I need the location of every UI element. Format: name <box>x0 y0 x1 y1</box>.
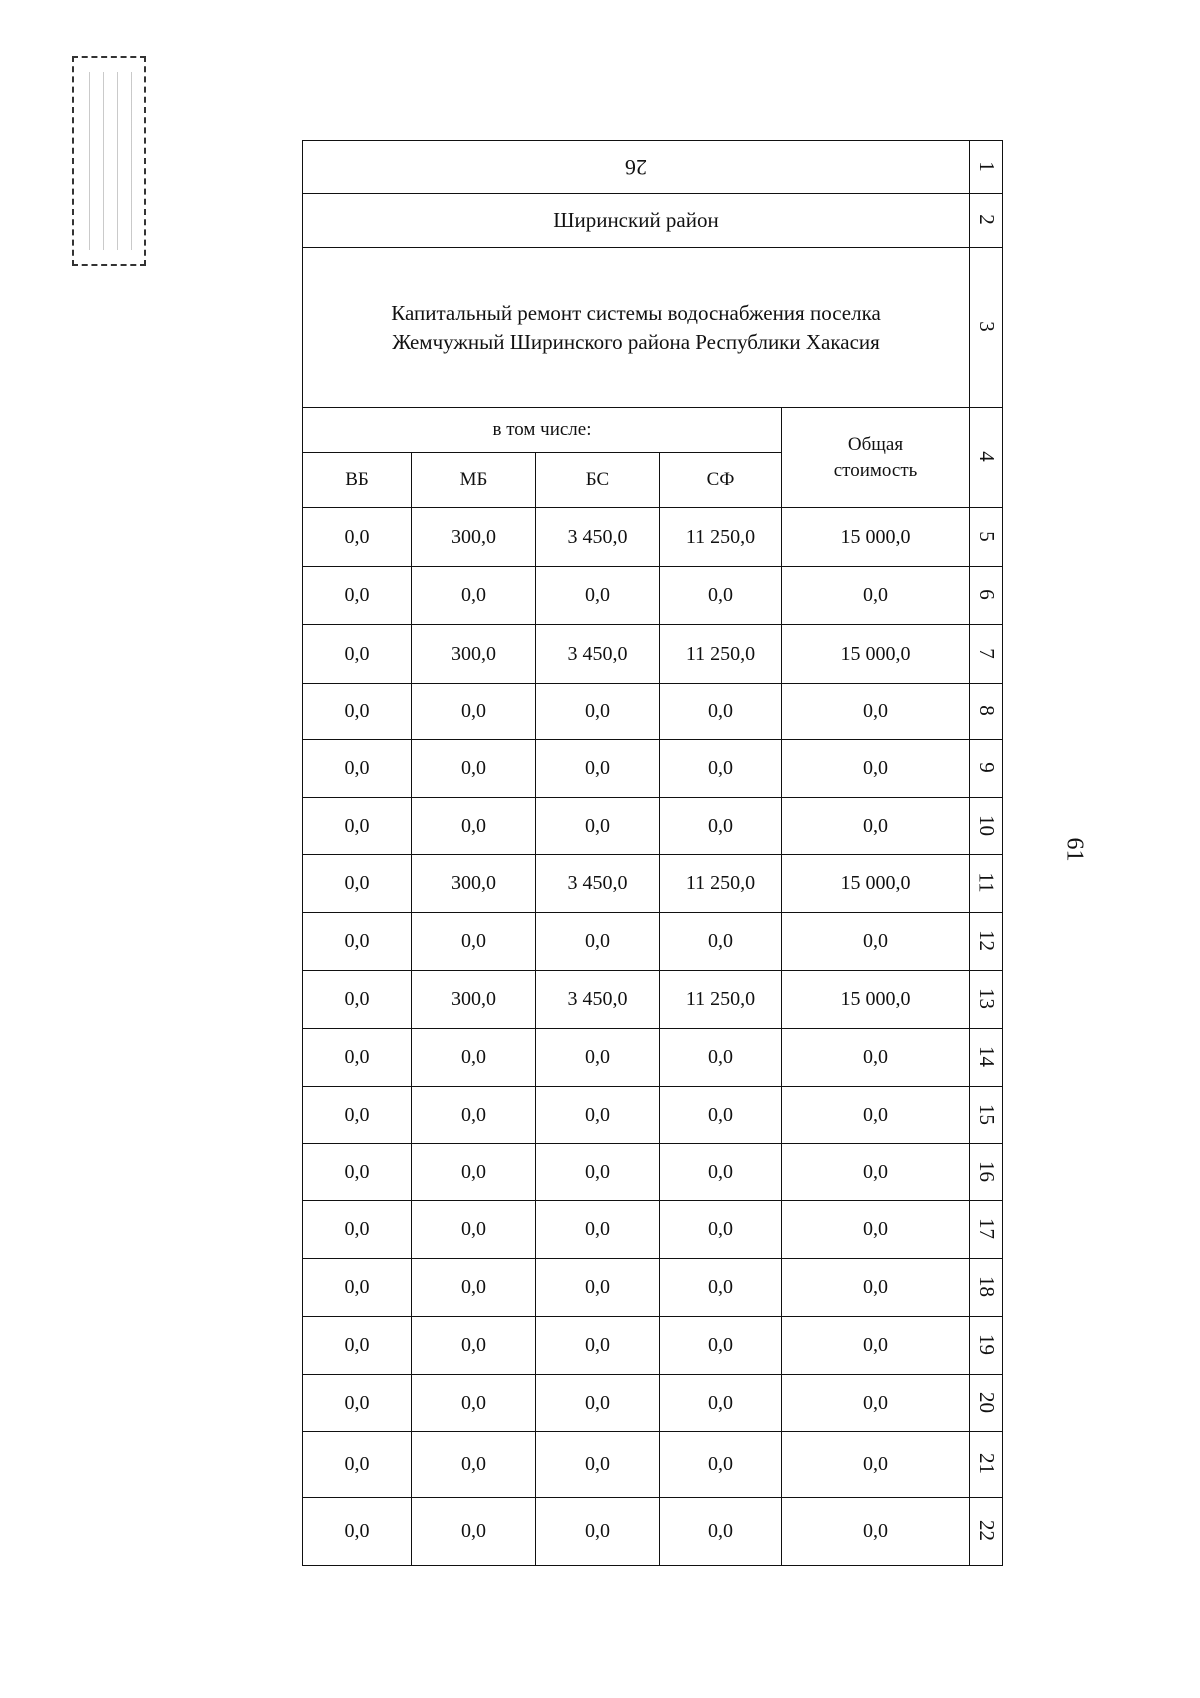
cell-vb: 0,0 <box>303 625 412 684</box>
cell-sf: 11 250,0 <box>660 625 782 684</box>
row-number: 3 <box>974 321 999 332</box>
cell-bs: 0,0 <box>536 798 660 855</box>
cell-sf: 0,0 <box>660 1144 782 1201</box>
cell-vb: 0,0 <box>303 740 412 798</box>
cell-vb: 0,0 <box>303 1201 412 1259</box>
cell-mb: 300,0 <box>412 971 536 1029</box>
object-number: 26 <box>625 155 648 180</box>
row-number: 10 <box>974 814 999 836</box>
row-4a <box>303 408 1003 453</box>
cell-bs: 0,0 <box>536 684 660 740</box>
cell-total: 0,0 <box>782 1317 970 1375</box>
cell-sf: 11 250,0 <box>660 971 782 1029</box>
cell-vb: 0,0 <box>303 684 412 740</box>
cell-total: 0,0 <box>782 913 970 971</box>
cell-mb: 0,0 <box>412 1029 536 1087</box>
cell-bs: 0,0 <box>536 740 660 798</box>
row-number: 17 <box>974 1218 999 1239</box>
cell-mb: 0,0 <box>412 1144 536 1201</box>
cell-sf: 0,0 <box>660 1432 782 1498</box>
cell-total: 0,0 <box>782 1029 970 1087</box>
row-number: 18 <box>974 1276 999 1297</box>
table-row <box>303 1029 1003 1087</box>
cell-sf: 0,0 <box>660 1259 782 1317</box>
cell-total: 15 000,0 <box>782 625 970 684</box>
table-row <box>303 971 1003 1029</box>
row-number: 13 <box>974 988 999 1009</box>
table-row <box>303 913 1003 971</box>
cell-vb: 0,0 <box>303 855 412 913</box>
cell-sf: 0,0 <box>660 1375 782 1432</box>
cell-mb: 0,0 <box>412 740 536 798</box>
row-number: 14 <box>974 1046 999 1067</box>
cell-vb: 0,0 <box>303 798 412 855</box>
cell-total: 0,0 <box>782 798 970 855</box>
cell-bs: 3 450,0 <box>536 625 660 684</box>
table-row <box>303 567 1003 625</box>
total-cost-label: Общая стоимость <box>833 433 918 481</box>
cell-total: 15 000,0 <box>782 971 970 1029</box>
cell-total: 15 000,0 <box>782 508 970 567</box>
cell-sf: 0,0 <box>660 1317 782 1375</box>
table-row <box>303 855 1003 913</box>
cell-sf: 0,0 <box>660 798 782 855</box>
cell-mb: 0,0 <box>412 1259 536 1317</box>
cell-vb: 0,0 <box>303 1432 412 1498</box>
including-header: в том числе: <box>303 408 782 453</box>
cell-bs: 0,0 <box>536 1029 660 1087</box>
cell-total: 0,0 <box>782 684 970 740</box>
cell-mb: 0,0 <box>412 1201 536 1259</box>
cell-total: 15 000,0 <box>782 855 970 913</box>
project-title-line-2: Жемчужный Ширинского района Республики Хакасия <box>392 329 880 354</box>
cell-total: 0,0 <box>782 567 970 625</box>
row-number: 16 <box>974 1160 999 1182</box>
cell-vb: 0,0 <box>303 971 412 1029</box>
cell-total: 0,0 <box>782 740 970 798</box>
table-row <box>303 1259 1003 1317</box>
project-title <box>303 248 970 408</box>
cell-total: 0,0 <box>782 1201 970 1259</box>
cell-sf: 0,0 <box>660 1498 782 1566</box>
cell-mb: 0,0 <box>412 684 536 740</box>
cell-sf: 0,0 <box>660 740 782 798</box>
cell-sf: 0,0 <box>660 1029 782 1087</box>
cell-mb: 300,0 <box>412 855 536 913</box>
row-number: 6 <box>974 589 999 600</box>
table-row <box>303 1144 1003 1201</box>
cell-bs: 0,0 <box>536 1087 660 1144</box>
district-name: Ширинский район <box>303 194 970 248</box>
cell-bs: 0,0 <box>536 1375 660 1432</box>
cell-bs: 3 450,0 <box>536 508 660 567</box>
row-number: 19 <box>974 1334 999 1355</box>
row-number: 22 <box>974 1520 999 1541</box>
table-row <box>303 740 1003 798</box>
row-number: 4 <box>974 451 999 462</box>
cell-vb: 0,0 <box>303 1144 412 1201</box>
cell-sf: 11 250,0 <box>660 855 782 913</box>
table-row <box>303 798 1003 855</box>
cell-sf: 0,0 <box>660 567 782 625</box>
cell-bs: 0,0 <box>536 567 660 625</box>
cell-vb: 0,0 <box>303 1087 412 1144</box>
cell-vb: 0,0 <box>303 1375 412 1432</box>
table-row <box>303 684 1003 740</box>
table-row <box>303 508 1003 567</box>
row-number: 1 <box>974 160 999 172</box>
cell-bs: 3 450,0 <box>536 855 660 913</box>
table-row <box>303 1317 1003 1375</box>
cell-mb: 0,0 <box>412 1317 536 1375</box>
cell-mb: 0,0 <box>412 798 536 855</box>
row-number: 15 <box>974 1103 999 1125</box>
row-number: 8 <box>974 705 999 716</box>
cell-total: 0,0 <box>782 1498 970 1566</box>
cell-bs: 0,0 <box>536 1432 660 1498</box>
cell-vb: 0,0 <box>303 1029 412 1087</box>
row-number: 2 <box>974 214 999 225</box>
table-row <box>303 625 1003 684</box>
project-title-line-1: Капитальный ремонт системы водоснабжения поселка <box>391 301 881 326</box>
cell-mb: 0,0 <box>412 1432 536 1498</box>
row-number: 20 <box>974 1391 999 1413</box>
approval-stamp <box>72 56 146 266</box>
row-2 <box>303 194 1003 248</box>
table-row <box>303 1432 1003 1498</box>
row-3 <box>303 248 1003 408</box>
cell-mb: 0,0 <box>412 913 536 971</box>
cell-sf: 0,0 <box>660 1201 782 1259</box>
budget-table <box>302 140 1003 1566</box>
cell-sf: 0,0 <box>660 684 782 740</box>
cell-vb: 0,0 <box>303 913 412 971</box>
cell-mb: 0,0 <box>412 1087 536 1144</box>
cell-bs: 0,0 <box>536 1201 660 1259</box>
cell-bs: 0,0 <box>536 1259 660 1317</box>
cell-vb: 0,0 <box>303 1317 412 1375</box>
cell-bs: 0,0 <box>536 1498 660 1566</box>
cell-bs: 0,0 <box>536 913 660 971</box>
cell-total: 0,0 <box>782 1087 970 1144</box>
cell-vb: 0,0 <box>303 508 412 567</box>
row-number: 7 <box>974 647 999 659</box>
row-number: 21 <box>974 1453 999 1474</box>
cell-total: 0,0 <box>782 1375 970 1432</box>
col-header-vb: ВБ <box>303 453 412 508</box>
cell-vb: 0,0 <box>303 567 412 625</box>
table-row <box>303 1201 1003 1259</box>
cell-bs: 0,0 <box>536 1317 660 1375</box>
row-number: 11 <box>974 872 999 893</box>
cell-sf: 0,0 <box>660 913 782 971</box>
col-header-sf: СФ <box>660 453 782 508</box>
cell-sf: 0,0 <box>660 1087 782 1144</box>
cell-bs: 0,0 <box>536 1144 660 1201</box>
table-row <box>303 1375 1003 1432</box>
cell-sf: 11 250,0 <box>660 508 782 567</box>
cell-mb: 300,0 <box>412 508 536 567</box>
cell-mb: 0,0 <box>412 567 536 625</box>
page-number: 61 <box>1061 837 1088 862</box>
table-row <box>303 1498 1003 1566</box>
cell-total: 0,0 <box>782 1144 970 1201</box>
table-row <box>303 1087 1003 1144</box>
cell-vb: 0,0 <box>303 1498 412 1566</box>
total-cost-header <box>782 408 970 508</box>
row-number: 5 <box>974 530 999 542</box>
row-1 <box>303 141 1003 194</box>
cell-total: 0,0 <box>782 1432 970 1498</box>
cell-vb: 0,0 <box>303 1259 412 1317</box>
col-header-mb: МБ <box>412 453 536 508</box>
cell-mb: 0,0 <box>412 1375 536 1432</box>
row-number: 12 <box>974 930 999 951</box>
cell-total: 0,0 <box>782 1259 970 1317</box>
cell-mb: 300,0 <box>412 625 536 684</box>
cell-mb: 0,0 <box>412 1498 536 1566</box>
cell-bs: 3 450,0 <box>536 971 660 1029</box>
row-number: 9 <box>974 762 999 773</box>
col-header-bs: БС <box>536 453 660 508</box>
